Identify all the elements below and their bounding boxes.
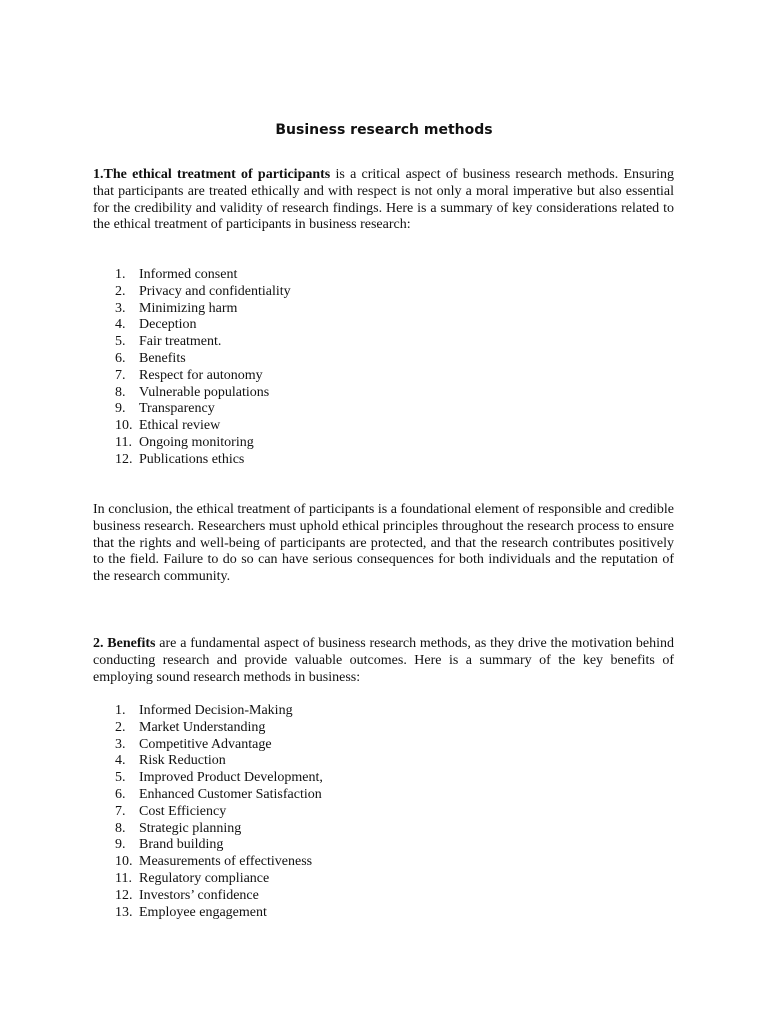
list-item-text: Strategic planning [139, 820, 242, 836]
section2-intro-paragraph [93, 636, 674, 686]
list-item [93, 418, 291, 435]
list-item-number: 9. [115, 401, 126, 417]
list-item [93, 435, 291, 452]
list-item-text: Deception [139, 317, 197, 333]
list-item-number: 7. [115, 367, 126, 383]
list-item [93, 888, 323, 905]
list-item-number: 6. [115, 350, 126, 366]
list-item [93, 385, 291, 402]
list-item-text: Privacy and confidentiality [139, 283, 291, 299]
list-item-text: Minimizing harm [139, 300, 238, 316]
list-item-number: 2. [115, 719, 126, 735]
list-item-number: 4. [115, 753, 126, 769]
list-item-text: Enhanced Customer Satisfaction [139, 786, 322, 802]
list-item [93, 703, 323, 720]
list-item [93, 821, 323, 838]
list-item-text: Informed consent [139, 267, 238, 282]
list-item [93, 737, 323, 754]
list-item [93, 351, 291, 368]
list-item [93, 854, 323, 871]
list-item-number: 8. [115, 384, 126, 400]
list-item [93, 837, 323, 854]
page-title: Business research methods [275, 122, 493, 138]
list-item-text: Improved Product Development, [139, 770, 323, 786]
list-item [93, 804, 323, 821]
list-item-text: Employee engagement [139, 904, 267, 920]
list-item-number: 4. [115, 317, 126, 333]
list-item-text: Cost Efficiency [139, 803, 227, 819]
list-item-number: 1. [115, 703, 126, 718]
list-item [93, 753, 323, 770]
list-item-text: Publications ethics [139, 451, 245, 467]
list-item [93, 267, 291, 284]
list-item-number: 12. [115, 451, 133, 467]
list-item-text: Transparency [139, 401, 215, 417]
list-item-number: 1. [115, 267, 126, 282]
list-item-number: 3. [115, 736, 126, 752]
list-item [93, 770, 323, 787]
list-item-number: 13. [115, 904, 133, 920]
list-item-number: 7. [115, 803, 126, 819]
list-item-text: Ongoing monitoring [139, 434, 254, 450]
list-item-text: Risk Reduction [139, 753, 226, 769]
list-item [93, 871, 323, 888]
list-item-number: 12. [115, 887, 133, 903]
list-item-number: 10. [115, 418, 133, 434]
list-item-number: 11. [115, 870, 132, 886]
section1-heading: 1.The ethical treatment of participants [93, 167, 331, 182]
section2-intro-text: are a fundamental aspect of business research methods, as they drive the motivation behind conducting research and provide valuable outcomes. Here is a summary of the key benefits of employing sound research methods in business: [93, 636, 674, 685]
section2-benefits-list [93, 703, 323, 921]
list-item-number: 2. [115, 283, 126, 299]
list-item [93, 284, 291, 301]
list-item [93, 401, 291, 418]
list-item-text: Investors’ confidence [139, 887, 259, 903]
list-item-number: 11. [115, 434, 132, 450]
list-item-number: 5. [115, 334, 126, 350]
list-item [93, 334, 291, 351]
list-item [93, 452, 291, 469]
list-item-number: 8. [115, 820, 126, 836]
list-item-text: Market Understanding [139, 719, 266, 735]
list-item-number: 10. [115, 854, 133, 870]
list-item-text: Measurements of effectiveness [139, 854, 313, 870]
list-item-number: 9. [115, 837, 126, 853]
list-item [93, 787, 323, 804]
list-item [93, 317, 291, 334]
list-item-text: Competitive Advantage [139, 736, 272, 752]
list-item-text: Fair treatment. [139, 334, 222, 350]
list-item [93, 301, 291, 318]
list-item-text: Informed Decision-Making [139, 703, 293, 718]
list-item-text: Brand building [139, 837, 224, 853]
list-item-number: 6. [115, 786, 126, 802]
list-item [93, 905, 323, 922]
list-item-text: Benefits [139, 350, 186, 366]
list-item-text: Vulnerable populations [139, 384, 270, 400]
section1-intro-text: is a critical aspect of business research methods. Ensuring that participants are treated ethically and with respect is not only a moral imperative but also essential for the credibility and validity of research findings. Here is a summary of key considerations related to the ethical treatment of participants in business research: [93, 167, 674, 233]
section2-heading: 2. Benefits [93, 636, 156, 651]
section1-considerations-list [93, 267, 291, 469]
list-item-text: Regulatory compliance [139, 870, 270, 886]
list-item-text: Ethical review [139, 418, 221, 434]
list-item [93, 720, 323, 737]
list-item-number: 3. [115, 300, 126, 316]
section1-intro-paragraph [93, 167, 674, 234]
list-item [93, 368, 291, 385]
section1-conclusion-paragraph: In conclusion, the ethical treatment of participants is a foundational element of responsible and credible business research. Researchers must uphold ethical principles throughout the research process to ensure that the rights and well-being of participants are protected, and that the research contributes positively to the field. Failure to do so can have serious consequences for both individuals and the reputation of the research community. [93, 502, 674, 585]
list-item-number: 5. [115, 770, 126, 786]
list-item-text: Respect for autonomy [139, 367, 263, 383]
